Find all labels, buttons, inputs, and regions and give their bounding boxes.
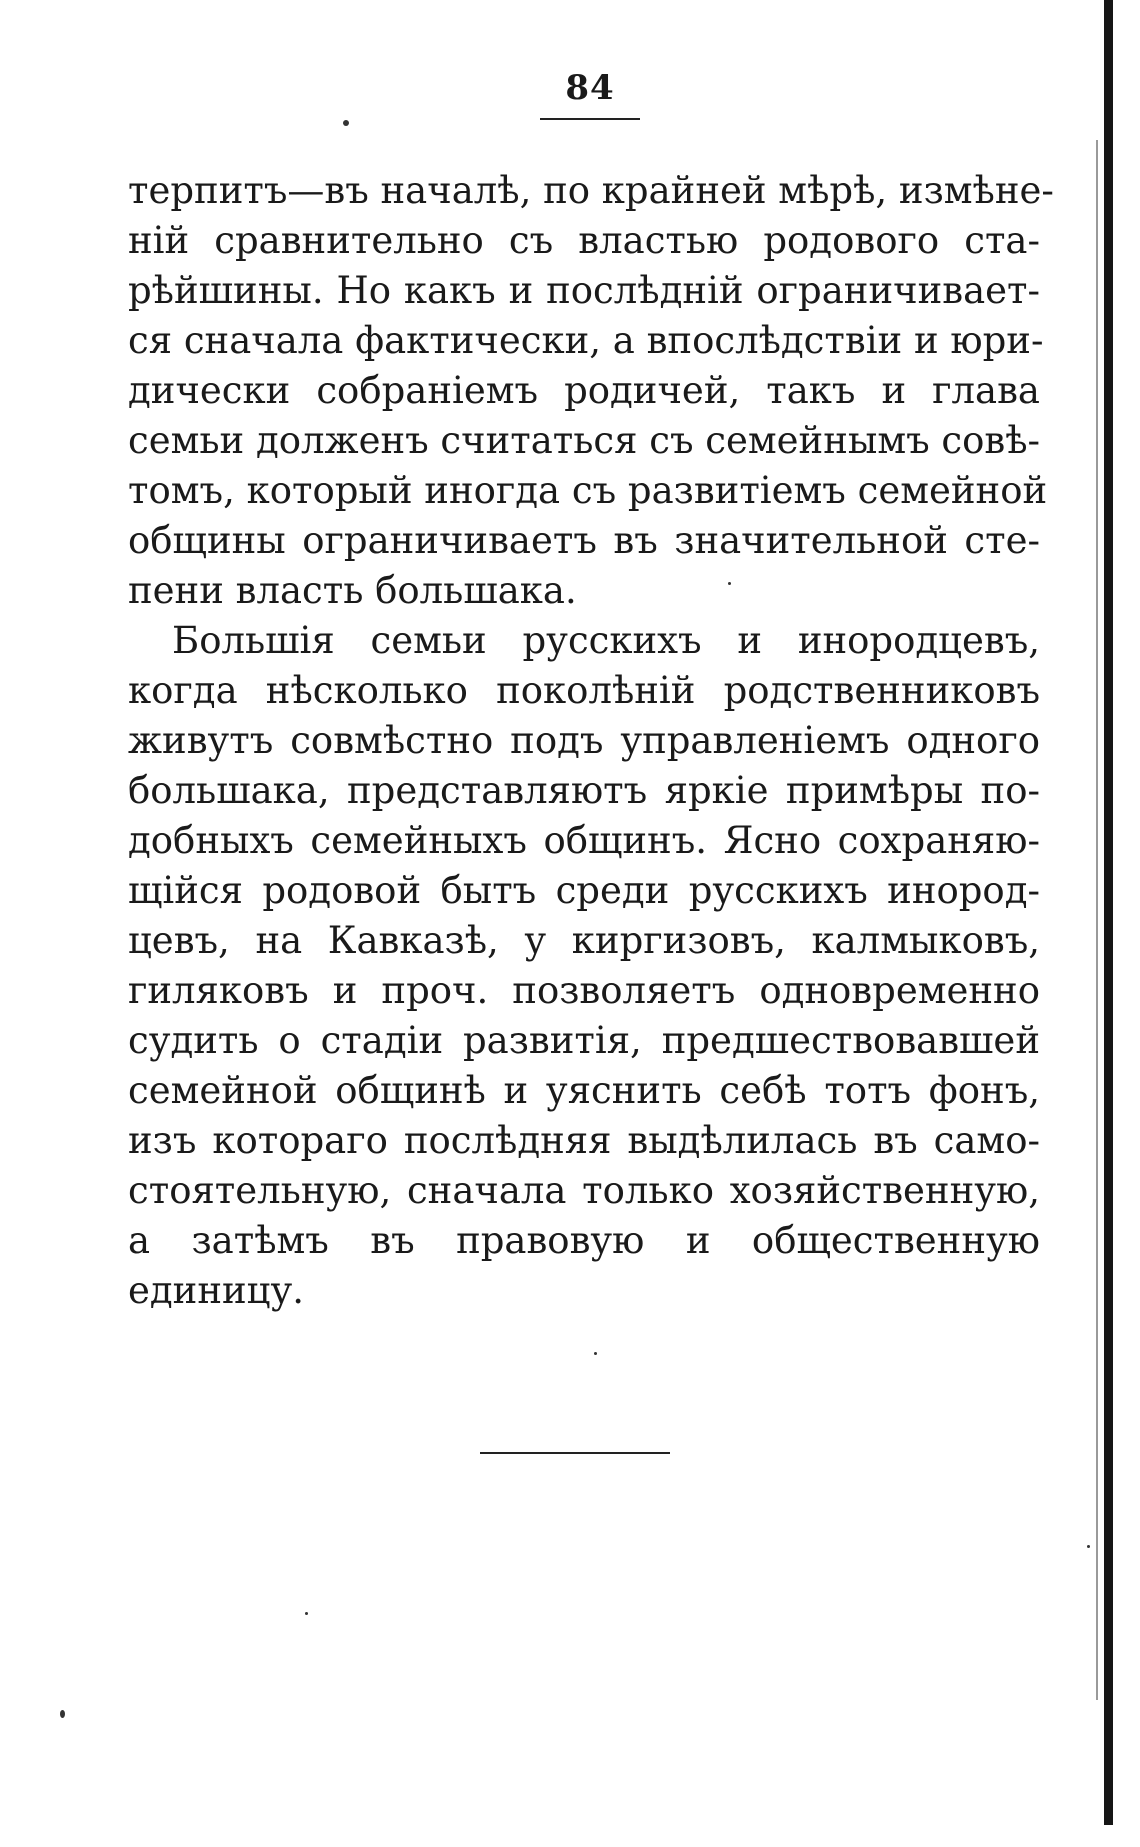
scan-speck: [343, 120, 349, 126]
text-line: изъ котораго послѣдняя выдѣлилась въ само-: [128, 1119, 1040, 1162]
scan-speck: [728, 582, 731, 585]
end-of-section-rule: [480, 1452, 670, 1454]
scan-speck: [305, 1612, 308, 1615]
scan-speck: [594, 1352, 597, 1355]
text-line: ся сначала фактически, а впослѣдствiи и юри-: [128, 319, 1044, 362]
text-line: большака, представляютъ яркiе примѣры по-: [128, 769, 1040, 812]
text-line: общины ограничиваетъ въ значительной сте-: [128, 519, 1040, 562]
text-line: а затѣмъ въ правовую и общественную: [128, 1219, 1040, 1262]
text-line: Большiя семьи русскихъ и инородцевъ,: [172, 619, 1040, 662]
text-line: терпитъ—въ началѣ, по крайней мѣрѣ, измѣне-: [128, 169, 1054, 212]
text-line: семейной общинѣ и уяснить себѣ тотъ фонъ,: [128, 1069, 1040, 1112]
text-line: дически собранiемъ родичей, такъ и глава: [128, 369, 1040, 412]
paragraph-2: [128, 616, 1040, 1316]
page-number: 84: [565, 68, 615, 108]
paragraph-1: [128, 166, 1054, 616]
text-line: гиляковъ и проч. позволяетъ одновременно: [128, 969, 1040, 1012]
text-line: семьи долженъ считаться съ семейнымъ совѣ-: [128, 419, 1041, 462]
header-rule: [540, 118, 640, 120]
text-line: живутъ совмѣстно подъ управленiемъ одного: [128, 719, 1040, 762]
text-line: рѣйшины. Но какъ и послѣднiй ограничивает-: [128, 269, 1040, 312]
text-line: стоятельную, сначала только хозяйственную,: [128, 1169, 1040, 1212]
text-line: судить о стадiи развитiя, предшествовавшей: [128, 1019, 1040, 1062]
text-line: томъ, который иногда съ развитiемъ семейной: [128, 469, 1048, 512]
page-binding-shadow: [1096, 140, 1098, 1700]
text-line: когда нѣсколько поколѣнiй родственниковъ: [128, 669, 1040, 712]
text-line: цевъ, на Кавказѣ, у киргизовъ, калмыковъ,: [128, 919, 1040, 962]
text-line: щiйся родовой бытъ среди русскихъ инород-: [128, 869, 1040, 912]
scan-speck: [60, 1710, 65, 1718]
scan-speck: [1087, 1545, 1090, 1548]
text-line: нiй сравнительно съ властью родового ста-: [128, 219, 1040, 262]
text-line: пени власть большака.: [128, 569, 577, 612]
text-line: добныхъ семейныхъ общинъ. Ясно сохраняю-: [128, 819, 1040, 862]
text-line: единицу.: [128, 1269, 304, 1312]
body-text: [128, 166, 1054, 1316]
page-binding-edge: [1104, 0, 1113, 1825]
